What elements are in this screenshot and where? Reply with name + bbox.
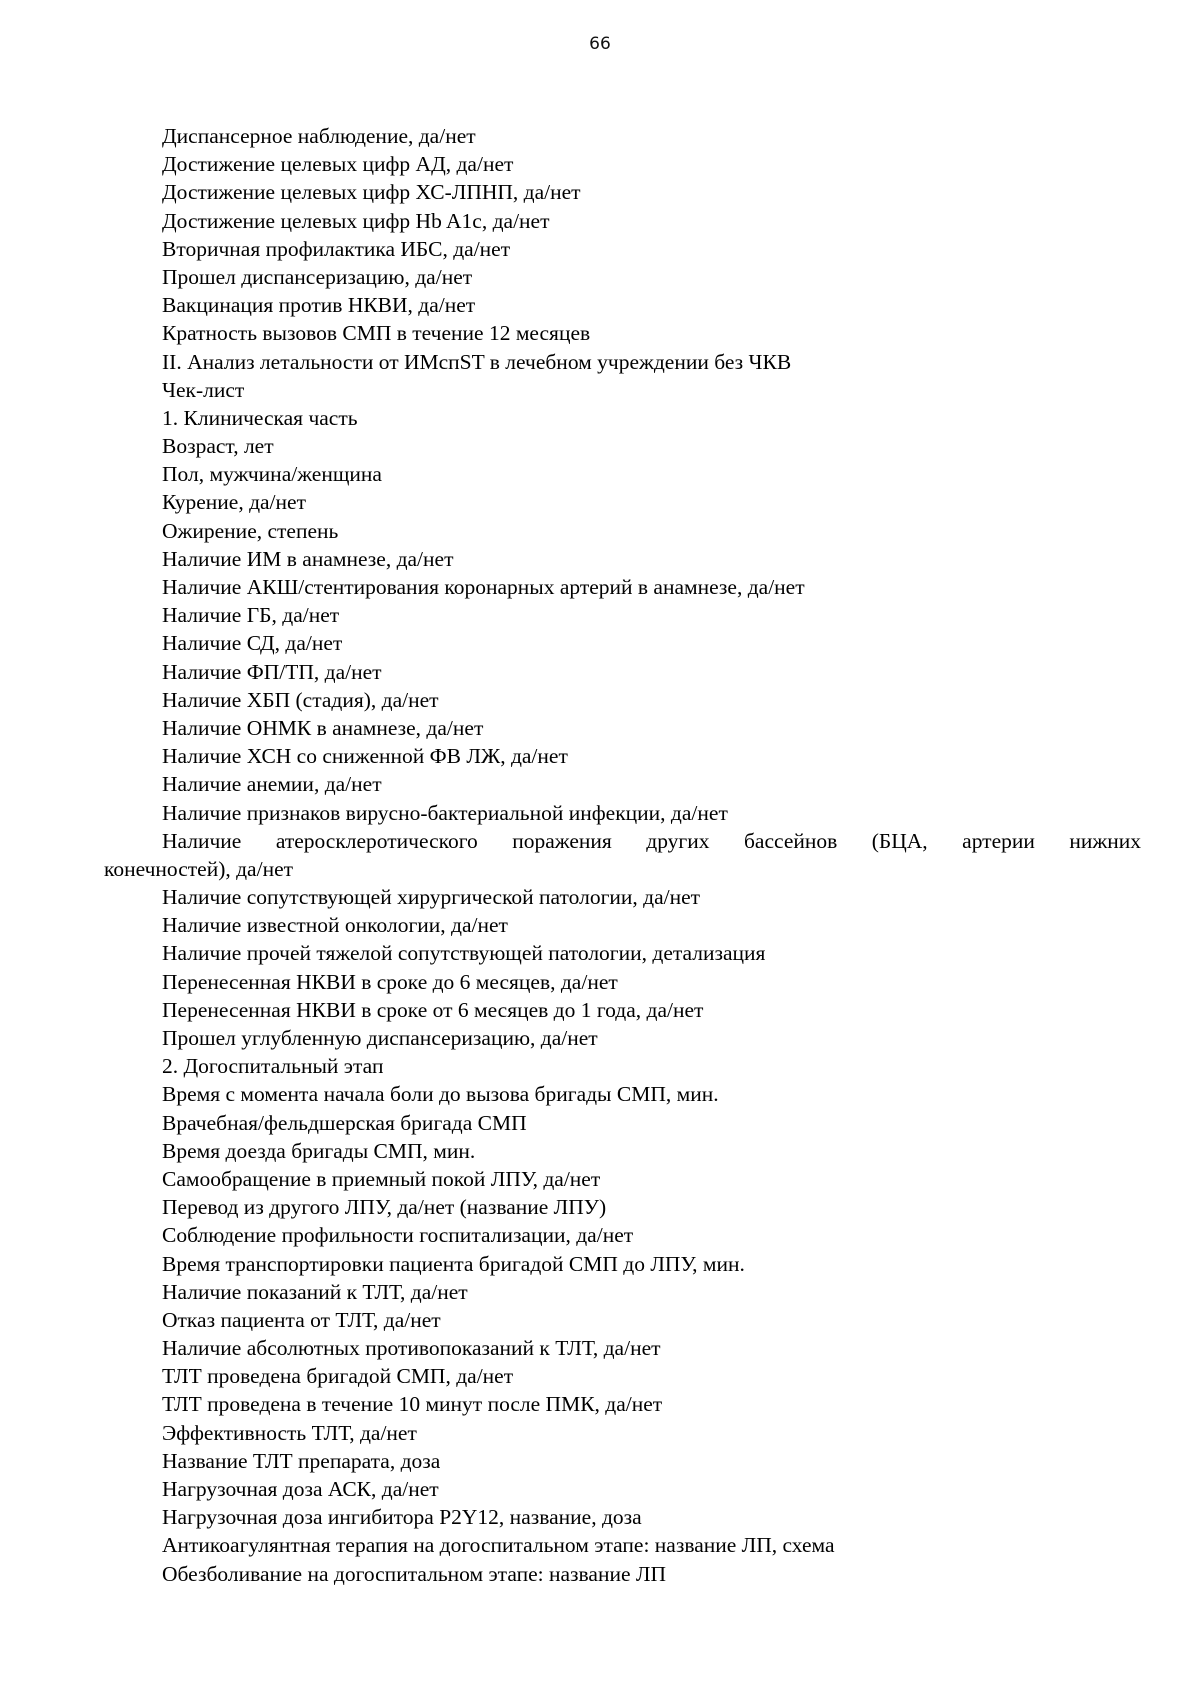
checklist-line: Курение, да/нет — [162, 490, 306, 515]
wrapped-item-first-line: Наличие атеросклеротического поражения других бассейнов (БЦА, артерии нижних — [162, 828, 1141, 853]
checklist-line: Наличие ХСН со сниженной ФВ ЛЖ, да/нет — [162, 744, 568, 769]
checklist-line: Врачебная/фельдшерская бригада СМП — [162, 1110, 527, 1135]
checklist-line: Ожирение, степень — [162, 518, 339, 543]
checklist-line: Время с момента начала боли до вызова бригады СМП, мин. — [162, 1082, 719, 1107]
page-number: 66 — [589, 34, 611, 54]
checklist-line: Прошел диспансеризацию, да/нет — [162, 264, 473, 289]
checklist-line: ТЛТ проведена в течение 10 минут после ПМК, да/нет — [162, 1392, 663, 1417]
checklist-line: Перевод из другого ЛПУ, да/нет (название ЛПУ) — [162, 1195, 607, 1220]
checklist-line: Соблюдение профильности госпитализации, да/нет — [162, 1223, 634, 1248]
checklist-line: Нагрузочная доза ингибитора P2Y12, название, доза — [162, 1505, 642, 1530]
checklist-line: Название ТЛТ препарата, доза — [162, 1448, 441, 1473]
checklist-line: Наличие СД, да/нет — [162, 631, 343, 656]
checklist-line: Самообращение в приемный покой ЛПУ, да/нет — [162, 1166, 601, 1191]
checklist-line: Наличие признаков вирусно-бактериальной инфекции, да/нет — [162, 800, 728, 825]
checklist-line: Вторичная профилактика ИБС, да/нет — [162, 236, 511, 261]
subsection-heading: 2. Догоспитальный этап — [162, 1054, 384, 1079]
checklist-line: Наличие анемии, да/нет — [162, 772, 382, 797]
checklist-line: Перенесенная НКВИ в сроке до 6 месяцев, да/нет — [162, 969, 618, 994]
checklist-line: Перенесенная НКВИ в сроке от 6 месяцев до 1 года, да/нет — [162, 997, 704, 1022]
checklist-title: Чек-лист — [162, 377, 245, 402]
section-heading: II. Анализ летальности от ИМспST в лечебном учреждении без ЧКВ — [162, 349, 792, 374]
checklist-line: Возраст, лет — [162, 434, 274, 459]
checklist-line: Достижение целевых цифр ХС-ЛПНП, да/нет — [162, 180, 581, 205]
checklist-line: ТЛТ проведена бригадой СМП, да/нет — [162, 1364, 514, 1389]
checklist-line: Наличие показаний к ТЛТ, да/нет — [162, 1279, 468, 1304]
checklist-line: Эффективность ТЛТ, да/нет — [162, 1420, 417, 1445]
checklist-line: Время доезда бригады СМП, мин. — [162, 1138, 476, 1163]
checklist-line: Кратность вызовов СМП в течение 12 месяцев — [162, 321, 591, 346]
checklist-line: Наличие прочей тяжелой сопутствующей патологии, детализация — [162, 941, 766, 966]
checklist-line: Наличие ГБ, да/нет — [162, 603, 340, 628]
checklist-line: Наличие АКШ/стентирования коронарных артерий в анамнезе, да/нет — [162, 575, 805, 599]
checklist-line: Антикоагулянтная терапия на догоспитальном этапе: название ЛП, схема — [162, 1533, 835, 1558]
checklist-line: Достижение целевых цифр Hb A1c, да/нет — [162, 208, 550, 233]
checklist-line: Вакцинация против НКВИ, да/нет — [162, 293, 476, 318]
checklist-line: Достижение целевых цифр АД, да/нет — [162, 152, 514, 177]
checklist-line: Наличие известной онкологии, да/нет — [162, 913, 508, 938]
checklist-line: Отказ пациента от ТЛТ, да/нет — [162, 1307, 441, 1332]
checklist-line: Наличие сопутствующей хирургической патологии, да/нет — [162, 885, 701, 910]
checklist-line: Наличие абсолютных противопоказаний к ТЛТ, да/нет — [162, 1336, 661, 1361]
checklist-line: Прошел углубленную диспансеризацию, да/нет — [162, 1026, 598, 1050]
checklist-line: Нагрузочная доза АСК, да/нет — [162, 1477, 439, 1501]
checklist-line: Диспансерное наблюдение, да/нет — [162, 124, 476, 148]
subsection-heading: 1. Клиническая часть — [162, 405, 358, 430]
checklist-line: Наличие ФП/ТП, да/нет — [162, 659, 382, 684]
wrapped-item-continuation: конечностей), да/нет — [104, 856, 294, 881]
checklist-body — [104, 122, 1141, 1588]
checklist-line: Наличие ОНМК в анамнезе, да/нет — [162, 715, 484, 740]
checklist-line: Время транспортировки пациента бригадой СМП до ЛПУ, мин. — [162, 1251, 745, 1276]
checklist-line: Наличие ХБП (стадия), да/нет — [162, 687, 439, 712]
checklist-line: Пол, мужчина/женщина — [162, 462, 382, 487]
checklist-line: Наличие ИМ в анамнезе, да/нет — [162, 546, 454, 571]
checklist-line: Обезболивание на догоспитальном этапе: название ЛП — [162, 1561, 666, 1586]
